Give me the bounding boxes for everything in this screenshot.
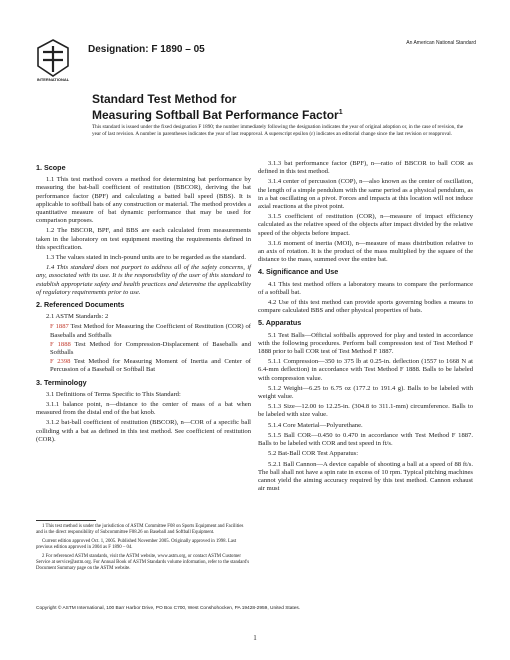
- para-5-1-4: 5.1.4 Core Material—Polyurethane.: [268, 421, 363, 429]
- standard-type: An American National Standard: [406, 40, 476, 46]
- reference-text: Test Method for Measuring Moment of Inertia and Center of Percussion of a Baseball or Softball Bat: [50, 358, 251, 374]
- para-3-1: 3.1 Definitions of Terms Specific to This Standard:: [46, 390, 181, 398]
- title-line-2: Measuring Softball Bat Performance Factor: [92, 108, 339, 122]
- section-heading-scope: 1. Scope: [36, 163, 66, 172]
- section-heading-referenced-documents: 2. Referenced Documents: [36, 300, 125, 310]
- section-heading-significance: 4. Significance and Use: [258, 267, 339, 277]
- copyright-notice: Copyright © ASTM International, 100 Barr Harbor Drive, PO Box C700, West Conshohocken, PA 19428-2959, United States.: [36, 606, 301, 611]
- reference-text: Test Method for Compression-Displacement of Baseballs and Softballs: [50, 340, 251, 357]
- para-1-2: 1.2 The BBCOR, BPF, and BBS are each calculated from measurements taken in the laboratory on test equipment meeting the requirements defined in this specification.: [36, 227, 251, 251]
- reference-item: [36, 341, 251, 357]
- para-3-1-6: 3.1.6 moment of inertia (MOI), n—measure of mass distribution relative to an axis of rotation. It is the product of the mass multiplied by the square of the distance to the mass, summed over the entire bat.: [258, 239, 473, 264]
- para-5-1-2: 5.1.2 Weight—6.25 to 6.75 oz (177.2 to 191.4 g). Balls to be labeled with weight value.: [258, 384, 473, 401]
- para-1-1: 1.1 This test method covers a method for determining bat performance by measuring the bat-ball coefficient of restitution (BBCOR), deriving the bat performance factor (BPF) and calculating a batted ball speed (BBS). It is applicable to softball bats of any construction or material. The method provides a quantitative measure of bat dynamic performance that may be used for comparison purposes.: [36, 176, 251, 225]
- designation: Designation: F 1890 – 05: [88, 44, 205, 55]
- section-heading-terminology: 3. Terminology: [36, 377, 87, 387]
- footnotes: [36, 524, 251, 575]
- footnote-1: 1 This test method is under the jurisdiction of ASTM Committee F08 on Sports Equipment and Facilities and is the direct responsibility of Subcommittee F08.26 on Baseball and Softball Equipment.: [36, 524, 244, 535]
- para-5-1-3: 5.1.3 Size—12.00 to 12.25-in. (304.8 to 311.1-mm) circumference. Balls to be labeled with size value.: [258, 403, 473, 419]
- para-3-1-1: 3.1.1 balance point, n—distance to the center of mass of a bat when measured from the distal end of the bat knob.: [36, 401, 251, 417]
- para-5-2: 5.2 Bat-Ball COR Test Apparatus:: [268, 450, 359, 458]
- footnote-1-edition: Current edition approved Oct. 1, 2005. Published November 2005. Originally approved in 1998. Last previous edition approved in 2004 as F 1890 – 04.: [36, 539, 237, 550]
- para-3-1-5: 3.1.5 coefficient of restitution (COR), n—measure of impact efficiency calculated as the relative speed of the objects after impact divided by the relative speed of the objects before impact.: [258, 213, 473, 237]
- para-3-1-2: 3.1.2 bat-ball coefficient of restitution (BBCOR), n—COR of a specific ball colliding with a bat as defined in this test method. See coefficient of restitution (COR).: [36, 419, 251, 443]
- title-line-1: Standard Test Method for: [92, 92, 237, 106]
- reference-item: [36, 358, 251, 374]
- footnote-2: 2 For referenced ASTM standards, visit the ASTM website, www.astm.org, or contact ASTM Customer Service at service@astm.org. For Annual Book of ASTM Standards volume information, refer to the standard's Document Summary page on the ASTM website.: [36, 554, 250, 571]
- para-5-1: 5.1 Test Balls—Official softballs approved for play and tested in accordance with the following procedures. Perform ball compression test of Test Method F 1888 prior to ball COR test of Test Method F 1887.: [258, 331, 473, 356]
- para-5-1-1: 5.1.1 Compression—350 to 375 lb at 0.25-in. deflection (1557 to 1668 N at 6.4-mm deflection) in accordance with Test Method F 1888. Balls to be labeled with compression value.: [258, 358, 473, 382]
- para-3-1-4: 3.1.4 center of percussion (COP), n—also known as the center of oscillation, the length of a simple pendulum with the same period as a physical pendulum, as in a bat oscillating on a pivot. Forces and impacts at this location will not induce axial reactions at the pivot point.: [258, 178, 473, 211]
- title-footnote-mark: 1: [338, 109, 343, 116]
- section-heading-apparatus: 5. Apparatus: [258, 318, 302, 328]
- reference-link-f2398[interactable]: F 2398: [50, 358, 71, 366]
- para-5-2-1: 5.2.1 Ball Cannon—A device capable of shooting a ball at a speed of 88 ft/s. The ball shall not have a spin rate in excess of 10 rpm. Typical pitching machines cannot yield the aiming accuracy required by this test method. Cannon exhaust air must: [258, 460, 473, 493]
- footnote-divider: [36, 520, 96, 521]
- right-column: [258, 160, 473, 495]
- para-5-1-5: 5.1.5 Ball COR—0.450 to 0.470 in accordance with Test Method F 1887. Balls to be labeled with COR and test speed in ft/s.: [258, 431, 473, 448]
- para-3-1-3: 3.1.3 bat performance factor (BPF), n—ratio of BBCOR to ball COR as defined in this test method.: [258, 160, 473, 176]
- document-title: [92, 92, 343, 122]
- para-4-2: 4.2 Use of this test method can provide sports governing bodies a means to compare calculated BBS and other physical properties of bats.: [258, 299, 473, 315]
- reference-link-f1887[interactable]: F 1887: [50, 323, 69, 331]
- page-number: 1: [253, 634, 257, 642]
- svg-text:INTERNATIONAL: INTERNATIONAL: [36, 77, 70, 82]
- astm-logo-icon: [34, 38, 72, 82]
- reference-link-f1888[interactable]: F 1888: [50, 340, 71, 348]
- issuance-note: This standard is issued under the fixed designation F 1890; the number immediately following the designation indicates the year of original adoption or, in the case of revision, the year of last revision. A number in parentheses indicates the year of last reapproval. A superscript epsilon (ε) indicates an editorial change since the last revision or reapproval.: [92, 124, 464, 137]
- reference-item: [36, 323, 251, 339]
- para-2-1: 2.1 ASTM Standards: 2: [46, 313, 109, 321]
- left-column: [36, 160, 251, 446]
- para-1-3: 1.3 The values stated in inch-pound units are to be regarded as the standard.: [46, 254, 247, 262]
- para-4-1: 4.1 This test method offers a laboratory means to compare the performance of a softball bat.: [258, 280, 473, 296]
- para-1-4: 1.4 This standard does not purport to address all of the safety concerns, if any, associated with its use. It is the responsibility of the user of this standard to establish appropriate safety and health practices and determine the applicability of regulatory requirements prior to use.: [36, 264, 251, 296]
- reference-text: Test Method for Measuring the Coefficient of Restitution (COR) of Baseballs and Softballs: [50, 323, 251, 339]
